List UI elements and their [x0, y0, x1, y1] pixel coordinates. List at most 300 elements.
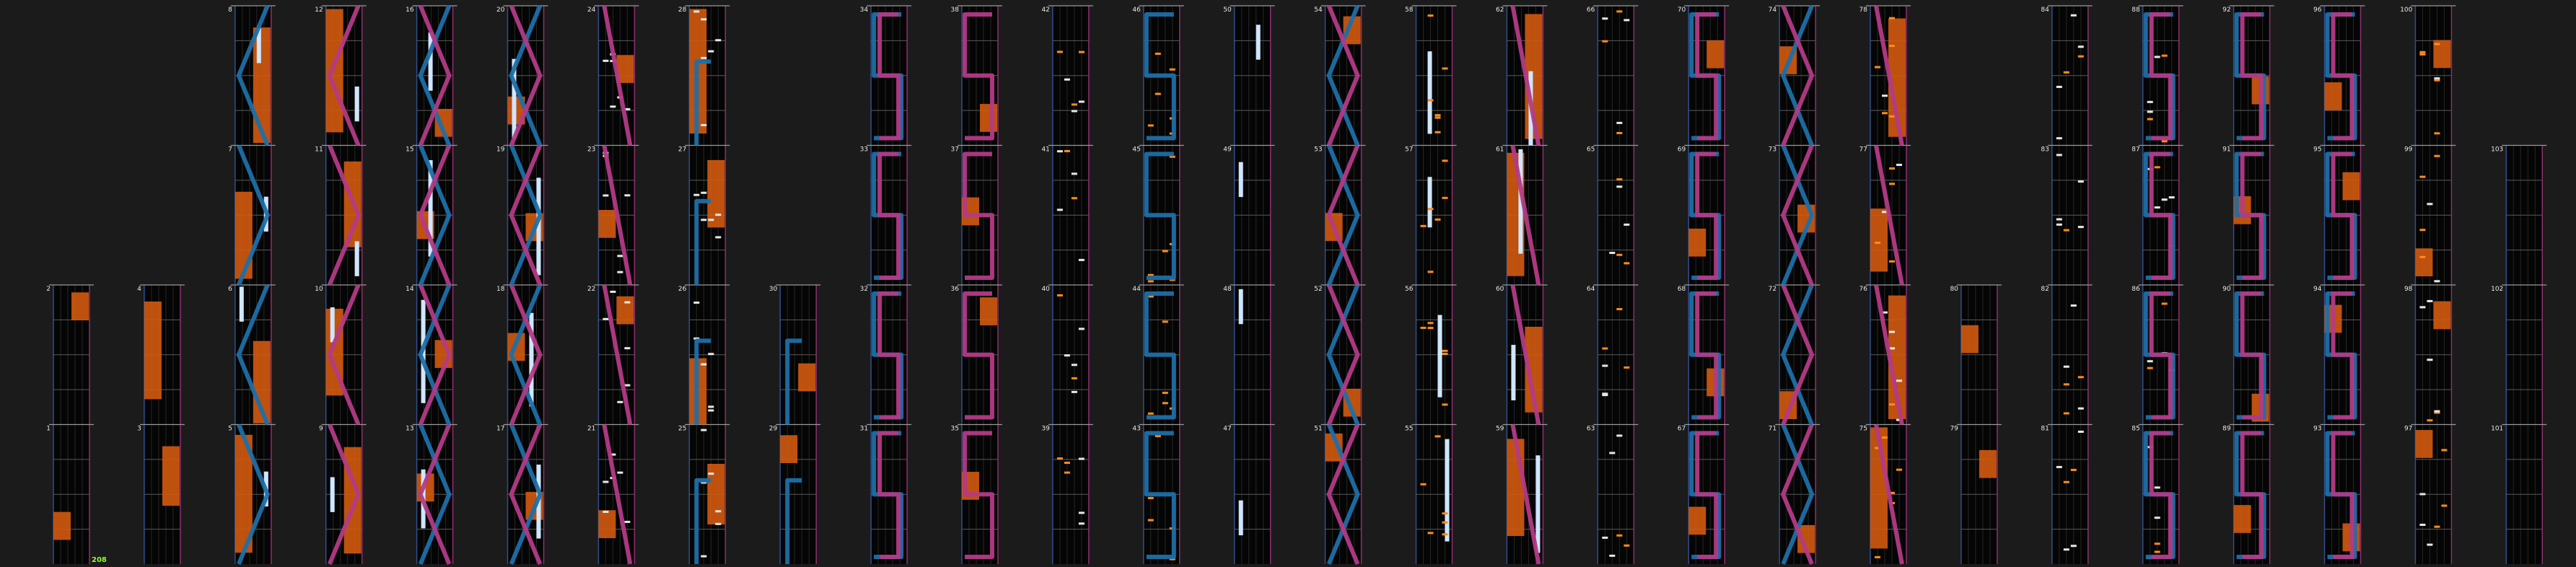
measure-number: 15: [406, 146, 414, 154]
chip-note: [708, 405, 714, 408]
chip-note: [1889, 45, 1895, 47]
chart-column: [1405, 6, 1456, 564]
chip-note: [1155, 53, 1161, 55]
chart-column: [46, 285, 94, 564]
bt-hold-note: [429, 32, 433, 91]
measure-number: 40: [1041, 286, 1050, 293]
measure-number: 85: [2132, 425, 2140, 433]
fx-note: [235, 192, 253, 279]
chip-note: [2078, 180, 2084, 183]
chip-note: [1435, 219, 1441, 221]
chip-note: [2155, 166, 2160, 168]
measure-number: 55: [1405, 425, 1414, 433]
measure-number: 53: [1314, 146, 1323, 154]
chip-note: [701, 124, 706, 126]
chip-note: [2169, 196, 2175, 198]
chip-note: [715, 523, 721, 525]
bt-hold-note: [1239, 501, 1243, 535]
chart-column: [2041, 6, 2092, 564]
measure-number: 42: [1041, 6, 1050, 14]
chip-note: [610, 105, 615, 107]
measure-number: 103: [2491, 146, 2504, 154]
measure-number: 34: [859, 6, 869, 14]
chip-note: [2078, 376, 2084, 378]
chip-note: [2064, 481, 2069, 483]
chip-note: [2155, 551, 2160, 553]
chip-note: [2427, 203, 2432, 205]
measure-number: 23: [587, 146, 596, 154]
fx-note: [1961, 325, 1979, 353]
chip-note: [1072, 197, 1077, 199]
chip-note: [1428, 322, 1434, 324]
fx-note: [1979, 450, 1997, 478]
chip-note: [1421, 225, 1427, 227]
chip-note: [2162, 303, 2168, 305]
bt-hold-note: [1445, 439, 1450, 542]
bt-hold-note: [240, 286, 244, 321]
chip-note: [624, 302, 630, 304]
chip-note: [701, 429, 706, 431]
bt-hold-note: [1428, 51, 1432, 133]
chart-column: [1496, 6, 1547, 564]
measure-number: 39: [1041, 425, 1050, 433]
chip-note: [1616, 132, 1622, 134]
chip-note: [1064, 462, 1070, 464]
chart-column: [678, 6, 730, 564]
chip-note: [1057, 457, 1063, 460]
chip-note: [2434, 280, 2440, 282]
measure-number: 66: [1586, 6, 1595, 14]
chip-note: [1170, 69, 1175, 71]
chip-note: [1435, 117, 1441, 119]
chip-note: [2056, 86, 2062, 88]
measure-number: 93: [2313, 425, 2322, 433]
chip-note: [1079, 522, 1085, 524]
chip-note: [1079, 259, 1085, 261]
chip-note: [2064, 383, 2069, 385]
chip-note: [1624, 545, 1629, 547]
chip-note: [708, 472, 714, 475]
chip-note: [2056, 466, 2062, 468]
measure-number: 36: [950, 286, 959, 293]
measure-number: 31: [859, 425, 869, 433]
fx-note: [1688, 229, 1706, 257]
measure-number: 45: [1132, 146, 1141, 154]
chip-note: [2419, 256, 2425, 258]
chip-note: [1609, 555, 1615, 557]
measure-number: 83: [2041, 146, 2049, 154]
chip-note: [1442, 67, 1448, 69]
measure-number: 17: [496, 425, 505, 433]
measure-number: 68: [1677, 286, 1686, 293]
measure-number: 33: [859, 146, 869, 154]
chip-note: [701, 192, 706, 194]
measure-number: 59: [1495, 425, 1504, 433]
chip-note: [1428, 208, 1434, 210]
measure-number: 57: [1405, 146, 1414, 154]
chart-column: [228, 6, 276, 564]
measure-number: 28: [678, 6, 687, 14]
measure-number: 101: [2491, 425, 2504, 433]
measure-number: 88: [2132, 6, 2140, 14]
chip-note: [1609, 252, 1615, 254]
chip-note: [2071, 14, 2077, 17]
bt-hold-note: [330, 307, 335, 342]
measure-number: 3: [137, 425, 141, 433]
chip-note: [624, 384, 630, 387]
measure-number: 81: [2041, 425, 2049, 433]
chart-column: [137, 285, 185, 564]
chip-note: [1057, 150, 1063, 152]
measure-number: 14: [406, 286, 414, 293]
fx-note: [326, 9, 343, 133]
measure-number: 90: [2222, 286, 2231, 293]
measure-number: 49: [1223, 146, 1232, 154]
measure-number: 43: [1132, 425, 1141, 433]
chip-note: [1079, 511, 1085, 514]
chip-note: [2427, 359, 2432, 361]
bt-hold-note: [1438, 315, 1442, 397]
fx-note: [798, 364, 815, 392]
chart-column: [1223, 6, 1274, 564]
fx-note: [162, 447, 180, 506]
chip-note: [1609, 452, 1615, 454]
measure-number: 98: [2404, 286, 2413, 293]
chip-note: [603, 511, 608, 513]
chip-note: [1148, 497, 1154, 499]
measure-number: 7: [228, 146, 232, 154]
measure-number: 13: [406, 425, 414, 433]
measure-number: 18: [496, 286, 505, 293]
chart-column: [2132, 6, 2183, 564]
chip-note: [2419, 524, 2425, 526]
chip-note: [1148, 413, 1154, 415]
measure-number: 94: [2313, 286, 2322, 293]
chart-column: [951, 6, 1002, 564]
chip-note: [1079, 328, 1085, 330]
chip-note: [1896, 164, 1902, 166]
chip-note: [708, 219, 714, 221]
chip-note: [2419, 176, 2425, 178]
chip-note: [603, 318, 608, 320]
fx-note: [2415, 430, 2432, 458]
chart-column: [315, 6, 366, 564]
chip-note: [2434, 43, 2440, 45]
chip-note: [2434, 410, 2440, 413]
combo-counter: 208: [92, 556, 107, 564]
chip-note: [1616, 308, 1622, 310]
fx-note: [598, 210, 615, 238]
measure-number: 29: [768, 425, 778, 433]
chip-note: [1057, 294, 1063, 296]
chip-note: [2427, 300, 2432, 302]
chip-note: [2071, 304, 2077, 307]
fx-note: [71, 292, 89, 320]
fx-note: [616, 296, 634, 325]
measure-number: 71: [1768, 425, 1777, 433]
chip-note: [2078, 56, 2084, 58]
measure-number: 19: [496, 146, 505, 154]
chip-note: [1162, 402, 1168, 404]
measure-number: 92: [2222, 6, 2231, 14]
chip-note: [1435, 131, 1441, 133]
chip-note: [2434, 79, 2440, 82]
chip-note: [2064, 229, 2069, 232]
chip-note: [1442, 159, 1448, 162]
chip-note: [1889, 115, 1895, 118]
chart-column: [1314, 6, 1365, 564]
chip-note: [1072, 391, 1077, 393]
measure-number: 38: [950, 6, 959, 14]
chip-note: [2147, 360, 2153, 362]
chip-note: [1079, 100, 1085, 102]
fx-note: [707, 160, 724, 227]
measure-number: 24: [587, 6, 596, 14]
chip-note: [1602, 40, 1608, 43]
measure-number: 62: [1495, 6, 1504, 14]
fx-note: [1707, 40, 1724, 69]
measure-number: 4: [137, 286, 141, 293]
measure-number: 1: [46, 425, 51, 433]
chip-note: [1616, 122, 1622, 124]
chip-note: [1624, 224, 1629, 226]
chip-note: [2056, 137, 2062, 139]
chip-note: [603, 194, 608, 196]
chip-note: [617, 472, 623, 474]
measure-number: 64: [1586, 286, 1595, 293]
chip-note: [603, 481, 608, 483]
fx-note: [2234, 505, 2251, 533]
bt-hold-note: [1428, 177, 1432, 227]
measure-number: 11: [315, 146, 323, 154]
measure-number: 87: [2132, 146, 2140, 154]
measure-number: 5: [228, 425, 232, 433]
chip-note: [1616, 535, 1622, 537]
bt-hold-note: [1239, 289, 1243, 324]
chip-note: [1442, 403, 1448, 405]
measure-number: 70: [1677, 6, 1686, 14]
chip-note: [624, 194, 630, 196]
measure-number: 6: [228, 286, 232, 293]
chip-note: [610, 291, 615, 293]
chip-note: [1624, 19, 1629, 21]
chip-note: [2078, 431, 2084, 433]
fx-note: [780, 435, 797, 463]
chip-note: [2419, 306, 2425, 308]
chip-note: [2155, 542, 2160, 545]
chip-note: [1616, 10, 1622, 12]
fx-note: [2433, 302, 2450, 330]
measure-number: 48: [1223, 286, 1232, 293]
chip-note: [2434, 526, 2440, 528]
chip-note: [708, 50, 714, 53]
chip-note: [1148, 124, 1154, 126]
measure-number: 95: [2313, 146, 2322, 154]
measure-number: 69: [1677, 146, 1686, 154]
measure-number: 35: [950, 425, 959, 433]
chart-column: [1587, 6, 1638, 564]
measure-number: 30: [768, 286, 778, 293]
measure-number: 47: [1223, 425, 1232, 433]
measure-number: 41: [1041, 146, 1050, 154]
chart-column: [2222, 6, 2274, 564]
measure-number: 77: [1859, 146, 1867, 154]
measure-number: 20: [496, 6, 505, 14]
measure-number: 99: [2404, 146, 2413, 154]
chip-note: [1882, 94, 1888, 97]
chip-note: [1889, 17, 1895, 19]
chip-note: [1624, 366, 1629, 369]
measure-number: 37: [950, 146, 959, 154]
bt-hold-note: [355, 241, 359, 276]
chip-note: [1057, 208, 1063, 211]
chart-column: [1769, 6, 1820, 564]
chart-column: [1041, 6, 1092, 564]
measure-number: 60: [1495, 286, 1504, 293]
chip-note: [2434, 132, 2440, 134]
chip-note: [2056, 154, 2062, 156]
chip-note: [2441, 449, 2447, 451]
chip-note: [2419, 53, 2425, 56]
measure-number: 12: [315, 6, 323, 14]
chart-column: [860, 6, 911, 564]
fx-note: [2415, 248, 2432, 276]
measure-number: 44: [1132, 286, 1141, 293]
measure-number: 2: [46, 286, 51, 293]
chip-note: [701, 18, 706, 20]
chart-column: [587, 6, 639, 564]
measure-number: 86: [2132, 286, 2140, 293]
chip-note: [617, 271, 623, 273]
chip-note: [1064, 79, 1070, 81]
chip-note: [715, 510, 721, 512]
chip-note: [1616, 185, 1622, 188]
chip-note: [1602, 17, 1608, 19]
chip-note: [1428, 532, 1434, 534]
chart-column: [2491, 146, 2546, 565]
chip-note: [617, 255, 623, 257]
chip-note: [1072, 172, 1077, 175]
chart-column: [1950, 285, 2001, 564]
chip-note: [2064, 548, 2069, 550]
chip-note: [1072, 364, 1077, 366]
chip-note: [624, 521, 630, 523]
measure-number: 100: [2400, 6, 2413, 14]
chip-note: [1889, 331, 1895, 333]
bt-hold-note: [1535, 455, 1540, 553]
chip-note: [1072, 110, 1077, 113]
measure-number: 16: [406, 6, 414, 14]
measure-number: 75: [1859, 425, 1867, 433]
chip-note: [1602, 392, 1608, 395]
chip-note: [1442, 353, 1448, 355]
measure-number: 54: [1314, 6, 1323, 14]
measure-number: 78: [1859, 6, 1867, 14]
chip-note: [2064, 412, 2069, 414]
chip-note: [701, 219, 706, 221]
chip-note: [1148, 280, 1154, 282]
chart-column: [1678, 6, 1729, 564]
chip-note: [1079, 51, 1085, 53]
bt-hold-note: [1511, 345, 1515, 400]
chip-note: [1428, 100, 1434, 102]
chip-note: [1616, 434, 1622, 436]
measure-number: 76: [1859, 286, 1867, 293]
chip-note: [715, 39, 721, 41]
measure-number: 50: [1223, 6, 1232, 14]
measure-number: 58: [1405, 6, 1414, 14]
chip-note: [2071, 469, 2077, 471]
chip-note: [1072, 103, 1077, 105]
chip-note: [1428, 327, 1434, 329]
chip-note: [2078, 408, 2084, 410]
chip-note: [693, 194, 699, 196]
chip-note: [1882, 112, 1888, 114]
chip-note: [1889, 183, 1895, 185]
measure-number: 25: [678, 425, 687, 433]
measure-number: 97: [2404, 425, 2413, 433]
measure-number: 65: [1586, 146, 1595, 154]
chip-note: [1616, 254, 1622, 256]
measure-number: 22: [587, 286, 596, 293]
chip-note: [715, 214, 721, 216]
fx-note: [980, 104, 997, 132]
chip-note: [2078, 45, 2084, 48]
fx-note: [144, 302, 162, 399]
chip-note: [1155, 93, 1161, 95]
chip-note: [1875, 556, 1880, 558]
measure-number: 52: [1314, 286, 1323, 293]
chip-note: [1875, 242, 1880, 244]
fx-note: [53, 512, 71, 540]
chart-column: [2400, 6, 2455, 564]
measure-number: 102: [2491, 286, 2504, 293]
chip-note: [2147, 110, 2153, 113]
measure-number: 91: [2222, 146, 2231, 154]
chip-note: [1064, 472, 1070, 474]
chip-note: [1057, 50, 1063, 53]
fx-note: [598, 510, 615, 538]
chip-note: [2147, 118, 2153, 120]
measure-number: 46: [1132, 6, 1141, 14]
fx-note: [1688, 507, 1706, 535]
chip-note: [1148, 519, 1154, 522]
chip-note: [2064, 71, 2069, 74]
chip-note: [1602, 537, 1608, 539]
chart-column: [2313, 6, 2365, 564]
fx-note: [1870, 208, 1888, 271]
chip-note: [693, 10, 699, 12]
chip-note: [1072, 377, 1077, 379]
measure-number: 9: [318, 425, 323, 433]
chart-column: [1859, 6, 1911, 564]
measure-number: 32: [859, 286, 869, 293]
chip-note: [2162, 55, 2168, 57]
fx-note: [253, 27, 271, 143]
chart-column: [1132, 6, 1183, 564]
chip-note: [2419, 229, 2425, 231]
chip-note: [2155, 56, 2160, 58]
chip-note: [2147, 101, 2153, 103]
measure-number: 27: [678, 146, 687, 154]
chip-note: [2162, 198, 2168, 201]
chip-note: [1079, 458, 1085, 460]
chip-note: [2162, 140, 2168, 142]
chart-column: [769, 285, 820, 564]
measure-number: 96: [2313, 6, 2322, 14]
chip-note: [701, 555, 706, 558]
chip-note: [1896, 379, 1902, 382]
